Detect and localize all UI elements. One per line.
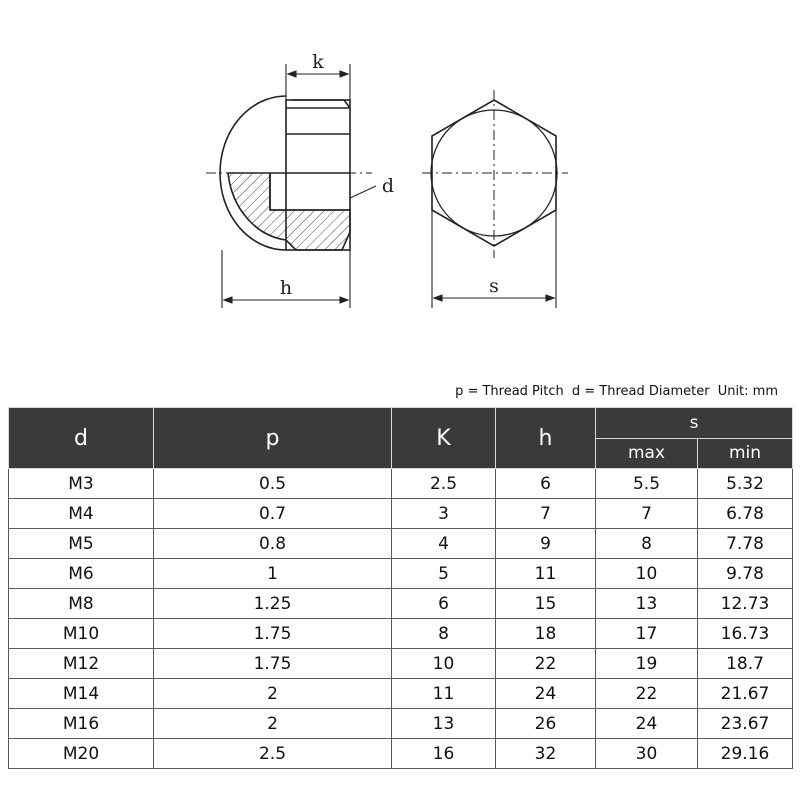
cell-d: M12: [9, 649, 154, 679]
table-row: [9, 499, 793, 529]
side-view: [206, 64, 376, 308]
cell-s-max: 13: [596, 589, 698, 619]
header-s-min: min: [698, 438, 793, 469]
cell-k: 2.5: [392, 469, 496, 499]
table-row: [9, 739, 793, 769]
cell-k: 8: [392, 619, 496, 649]
table-row: [9, 709, 793, 739]
cell-k: 3: [392, 499, 496, 529]
cell-k: 6: [392, 589, 496, 619]
cell-h: 9: [496, 529, 596, 559]
cell-s-min: 7.78: [698, 529, 793, 559]
cell-p: 1.75: [154, 619, 392, 649]
header-d: d: [9, 408, 154, 469]
table-row: [9, 589, 793, 619]
cell-h: 18: [496, 619, 596, 649]
cell-p: 1: [154, 559, 392, 589]
table-row: [9, 469, 793, 499]
cell-d: M8: [9, 589, 154, 619]
table-row: [9, 619, 793, 649]
cell-d: M14: [9, 679, 154, 709]
table-row: [9, 529, 793, 559]
cell-d: M10: [9, 619, 154, 649]
header-p: p: [154, 408, 392, 469]
cell-h: 26: [496, 709, 596, 739]
cell-h: 15: [496, 589, 596, 619]
cell-d: M20: [9, 739, 154, 769]
cell-h: 32: [496, 739, 596, 769]
header-s-max: max: [596, 438, 698, 469]
cell-d: M5: [9, 529, 154, 559]
legend: [8, 381, 778, 403]
cell-s-max: 30: [596, 739, 698, 769]
k-label: k: [312, 51, 324, 73]
spec-table: [8, 407, 793, 769]
cell-h: 7: [496, 499, 596, 529]
cell-h: 22: [496, 649, 596, 679]
cell-s-max: 17: [596, 619, 698, 649]
cell-d: M4: [9, 499, 154, 529]
cell-s-max: 7: [596, 499, 698, 529]
cell-s-min: 23.67: [698, 709, 793, 739]
cell-h: 24: [496, 679, 596, 709]
header-k: K: [392, 408, 496, 469]
cell-p: 2: [154, 679, 392, 709]
cell-s-min: 21.67: [698, 679, 793, 709]
legend-diameter: d = Thread Diameter: [571, 384, 710, 399]
cell-s-min: 5.32: [698, 469, 793, 499]
header-s: s: [596, 408, 793, 439]
d-label: d: [381, 175, 395, 197]
cell-k: 16: [392, 739, 496, 769]
cell-p: 2: [154, 709, 392, 739]
cell-k: 10: [392, 649, 496, 679]
table-row: [9, 679, 793, 709]
cell-p: 0.7: [154, 499, 392, 529]
cell-s-max: 19: [596, 649, 698, 679]
s-label: s: [489, 275, 499, 297]
cell-d: M16: [9, 709, 154, 739]
cell-s-max: 10: [596, 559, 698, 589]
cell-s-min: 9.78: [698, 559, 793, 589]
cell-s-min: 6.78: [698, 499, 793, 529]
cell-s-max: 5.5: [596, 469, 698, 499]
legend-pitch: p = Thread Pitch: [455, 384, 564, 399]
cell-s-max: 8: [596, 529, 698, 559]
cell-p: 1.25: [154, 589, 392, 619]
table-row: [9, 649, 793, 679]
cell-s-max: 22: [596, 679, 698, 709]
cell-h: 11: [496, 559, 596, 589]
cell-s-min: 12.73: [698, 589, 793, 619]
cell-h: 6: [496, 469, 596, 499]
cell-k: 4: [392, 529, 496, 559]
h-label: h: [279, 277, 293, 299]
cell-p: 0.8: [154, 529, 392, 559]
cell-k: 13: [392, 709, 496, 739]
cell-d: M3: [9, 469, 154, 499]
cell-k: 5: [392, 559, 496, 589]
cell-p: 0.5: [154, 469, 392, 499]
legend-unit: Unit: mm: [717, 384, 778, 399]
cell-s-min: 18.7: [698, 649, 793, 679]
cell-p: 2.5: [154, 739, 392, 769]
cell-s-min: 29.16: [698, 739, 793, 769]
cell-s-max: 24: [596, 709, 698, 739]
cell-s-min: 16.73: [698, 619, 793, 649]
header-h: h: [496, 408, 596, 469]
cap-nut-drawing: [0, 0, 800, 340]
cell-k: 11: [392, 679, 496, 709]
cell-p: 1.75: [154, 649, 392, 679]
table-row: [9, 559, 793, 589]
cell-d: M6: [9, 559, 154, 589]
